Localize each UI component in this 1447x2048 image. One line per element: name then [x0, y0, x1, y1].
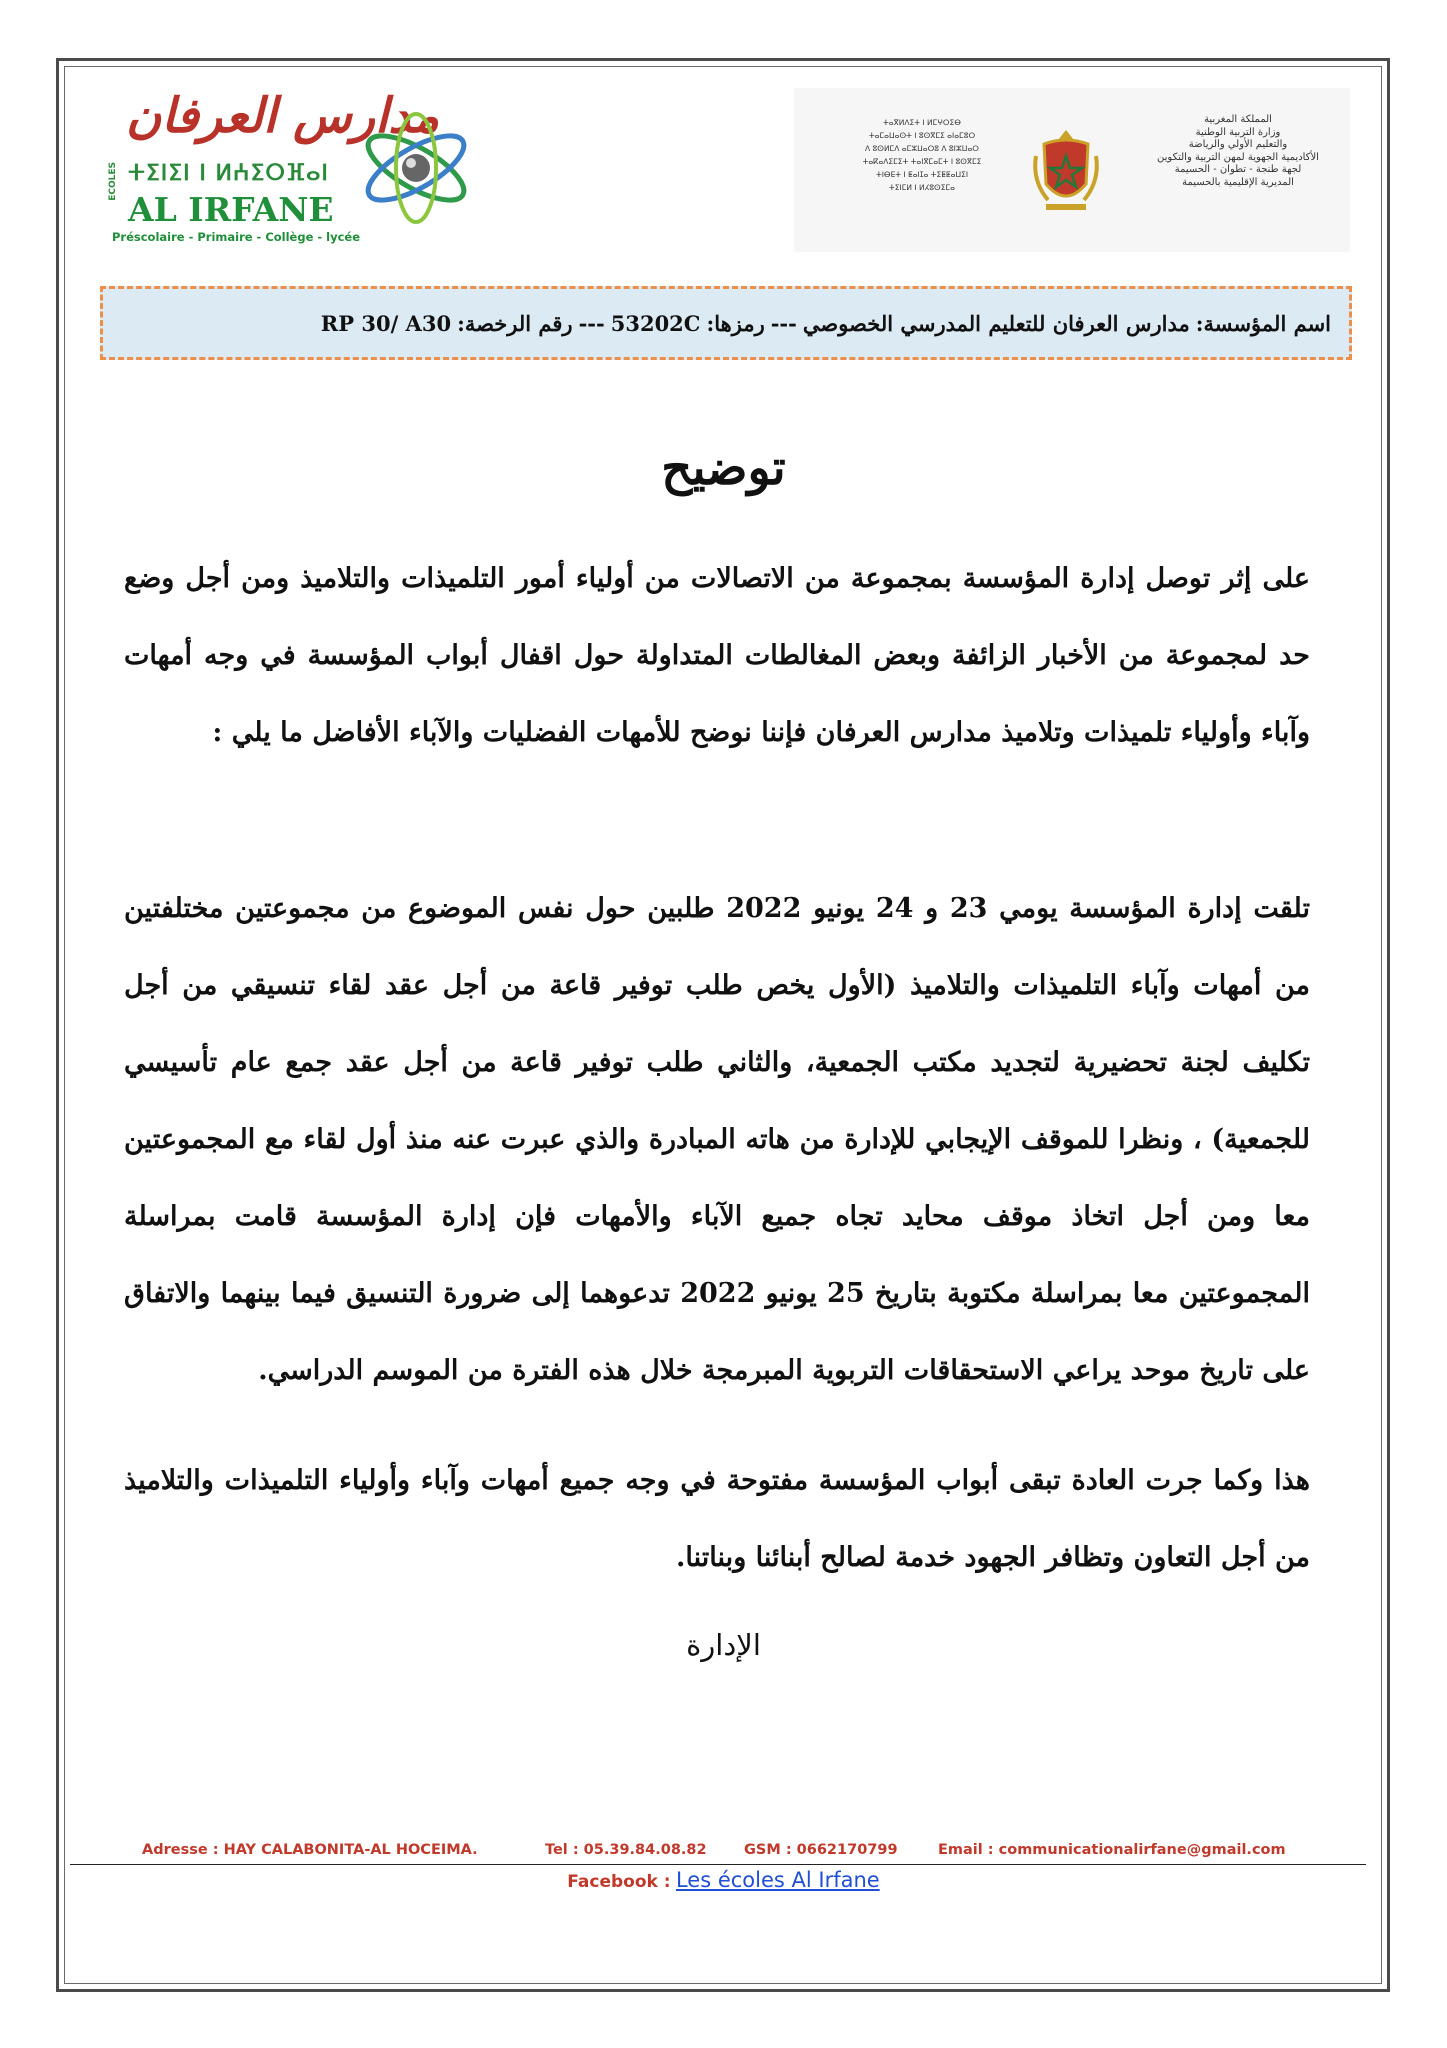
info-separator: ---	[770, 310, 797, 336]
ministry-ar-line: المملكة المغربية	[1204, 114, 1272, 125]
school-name-latin: AL IRFANE	[128, 190, 334, 229]
footer-address: Adresse : HAY CALABONITA-AL HOCEIMA.	[142, 1842, 478, 1858]
signature: الإدارة	[686, 1628, 761, 1662]
footer-facebook	[0, 1868, 1447, 1892]
info-separator: ---	[578, 310, 605, 336]
license-number-value: RP 30/ A30	[320, 310, 452, 336]
school-name-tifinagh: ⵜⵉⵏⵉⵏ ⵏ ⵍⵄⵉⵔⴼⴰⵏ	[128, 160, 329, 186]
institution-info-box	[100, 286, 1352, 360]
school-ecoles-label: ECOLES	[108, 162, 118, 201]
paragraph-closing: هذا وكما جرت العادة تبقى أبواب المؤسسة مفتوحة في وجه جميع أمهات وآباء وأولياء التلميذات والتلاميذ من أجل التعاون وتظافر الجهود خدمة لصالح أبنائنا وبناتنا.	[124, 1465, 1310, 1573]
ministry-tif-line: ⵜⴰⴳⵍⴷⵉⵜ ⵏ ⵍⵎⵖⵔⵉⴱ	[883, 118, 961, 127]
atom-logo-icon	[356, 108, 476, 228]
ministry-ar-line: لجهة طنجة - تطوان - الحسيمة	[1174, 164, 1302, 175]
school-name-arabic: مدارس العرفان	[126, 88, 440, 144]
footer-gsm: GSM : 0662170799	[744, 1842, 898, 1858]
institution-code-value: 53202C	[610, 310, 701, 336]
document-title: توضيح	[661, 440, 786, 496]
footer-email: Email : communicationalirfane@gmail.com	[938, 1842, 1286, 1858]
institution-name-label: اسم المؤسسة:	[1195, 310, 1331, 336]
facebook-link[interactable]: Les écoles Al Irfane	[675, 1868, 880, 1892]
paragraph-intro: على إثر توصل إدارة المؤسسة بمجموعة من الاتصالات من أولياء أمور التلميذات والتلاميذ ومن أجل وضع حد لمجموعة من الأخبار الزائفة وبعض المغالطات المتداولة حول اقفال أبواب المؤسسة في وجه أمهات وآباء وأولياء تلميذات وتلاميذ مدارس العرفان فإننا نوضح للأمهات الفضليات والآباء الأفاضل ما يلي :	[124, 563, 1310, 748]
ministry-tif-line: ⴷ ⵓⵙⵍⵎⴷ ⴰⵎⵣⵡⴰⵔⵓ ⴷ ⵓⵏⵣⵡⴰⵔ	[865, 144, 979, 153]
institution-name-value: مدارس العرفان للتعليم المدرسي الخصوصي	[802, 310, 1190, 336]
ministry-tif-line: ⵜⴰⴽⴰⴷⵉⵎⵉⵜ ⵜⴰⵏⴳⵎⴰⵎⵜ ⵏ ⵓⵙⴳⵎⵉ	[862, 157, 982, 166]
moroccan-coat-of-arms-icon	[1030, 126, 1102, 216]
ministry-tif-line: ⵜⵏⴱⴹⵜ ⵏ ⵟⴰⵏⵊⴰ ⵜⵉⵟⵟⴰⵡⵉⵏ	[875, 170, 969, 179]
footer-divider	[70, 1864, 1366, 1865]
ministry-text-arabic	[1138, 114, 1338, 189]
ministry-ar-line: وزارة التربية الوطنية	[1195, 126, 1281, 138]
school-levels: Préscolaire - Primaire - Collège - lycée	[112, 230, 361, 244]
institution-code-label: رمزها:	[706, 310, 765, 336]
ministry-text-tifinagh	[832, 116, 1012, 194]
footer-contact-row	[142, 1842, 1322, 1864]
footer-tel: Tel : 05.39.84.08.82	[545, 1842, 707, 1858]
license-number-label: رقم الرخصة:	[457, 310, 573, 336]
ministry-ar-line: المديرية الإقليمية بالحسيمة	[1182, 176, 1294, 188]
ministry-header	[794, 88, 1350, 252]
ministry-ar-line: الأكاديمية الجهوية لمهن التربية والتكوين	[1157, 151, 1319, 163]
paragraph-details: تلقت إدارة المؤسسة يومي 23 و 24 يونيو 2022 طلبين حول نفس الموضوع من مجموعتين مختلفتين من أمهات وآباء التلميذات والتلاميذ (الأول يخص طلب توفير قاعة من أجل عقد لقاء تنسيقي من أجل تكليف لجنة تحضيرية لتجديد مكتب الجمعية، والثاني طلب توفير قاعة من أجل عقد جمع عام تأسيسي للجمعية) ، ونظرا للموقف الإيجابي للإدارة من هاته المبادرة والذي عبرت عنه منذ أول لقاء مع المجموعتين معا ومن أجل اتخاذ موقف محايد تجاه جميع الآباء والأمهات فإن إدارة المؤسسة قامت بمراسلة المجموعتين معا بمراسلة مكتوبة بتاريخ 25 يونيو 2022 تدعوهما إلى ضرورة التنسيق فيما بينهما والاتفاق على تاريخ موحد يراعي الاستحقاقات التربوية المبرمجة خلال هذه الفترة من الموسم الدراسي.	[124, 893, 1311, 1386]
ministry-tif-line: ⵜⵉⵏⵎⵍ ⵏ ⵍⵃⵓⵙⵉⵎⴰ	[889, 183, 955, 192]
facebook-label: Facebook :	[567, 1872, 671, 1892]
ministry-ar-line: والتعليم الأولي والرياضة	[1188, 139, 1288, 150]
ministry-tif-line: ⵜⴰⵎⴰⵡⴰⵙⵜ ⵏ ⵓⵙⴳⵎⵉ ⴰⵏⴰⵎⵓⵔ	[868, 131, 976, 140]
